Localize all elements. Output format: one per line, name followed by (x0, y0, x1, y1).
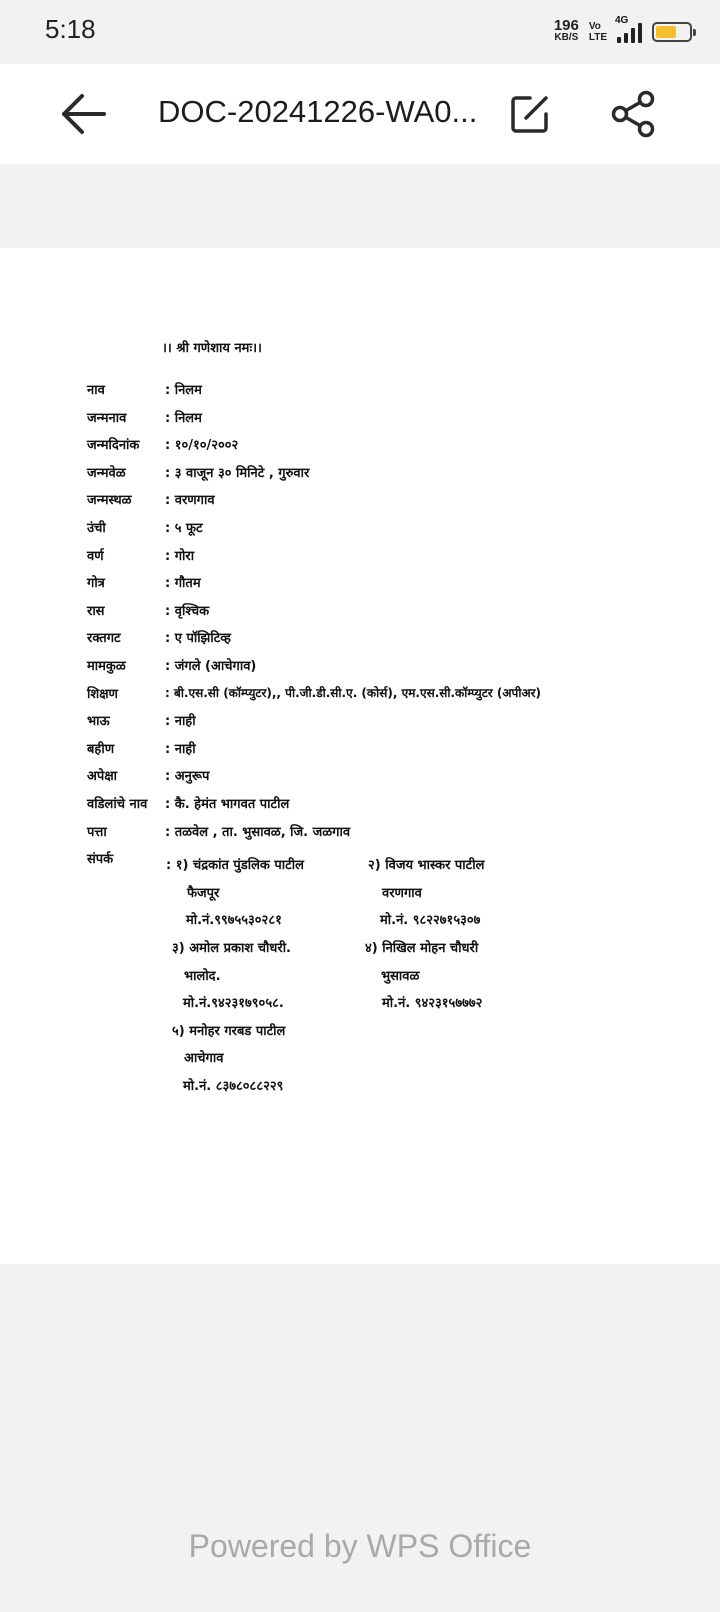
battery-fill (656, 26, 676, 38)
network-type: 4G (615, 15, 629, 26)
row-value: : कै. हेमंत भागवत पाटील (165, 796, 290, 812)
row-label: वडिलांचे नाव (87, 796, 148, 812)
volte-top: Vo (588, 21, 601, 32)
battery-nub (693, 29, 696, 36)
contact-name: ५) मनोहर गरबड पाटील (172, 1024, 286, 1039)
row-value: : गोरा (165, 548, 195, 564)
row-value: : तळवेल , ता. भुसावळ, जि. जळगाव (165, 824, 351, 840)
document-toolbar (0, 64, 720, 164)
row-label: जन्मवेळ (87, 465, 126, 481)
row-value: : नाही (165, 741, 196, 757)
row-value: : ३ वाजून ३० मिनिटे , गुरुवार (165, 465, 310, 481)
row-label: संपर्क (87, 852, 114, 868)
contact-name: ४) निखिल मोहन चौधरी (365, 941, 479, 956)
share-button[interactable] (610, 90, 656, 138)
edit-button[interactable] (508, 92, 552, 136)
contact-place: फैजपूर (187, 886, 220, 901)
back-button[interactable] (58, 92, 108, 136)
row-label: भाऊ (87, 714, 110, 730)
signal-bar (638, 23, 642, 43)
edit-icon (508, 92, 552, 136)
row-value: : ५ फूट (165, 520, 203, 536)
contact-phone: मो.नं. ९८२२७१५३०७ (380, 913, 481, 928)
contact-phone: मो.नं. ९४२३१५७७७२ (382, 996, 483, 1011)
contact-place: भालोद. (184, 969, 221, 984)
row-value: : निलम (165, 410, 202, 426)
row-label: मामकुळ (87, 658, 126, 674)
network-speed (553, 17, 579, 44)
row-value: : निलम (165, 383, 202, 398)
row-label: जन्मस्थळ (87, 493, 132, 509)
row-label: जन्मदिनांक (87, 438, 140, 454)
row-label: शिक्षण (87, 686, 118, 702)
contact-phone: मो.नं. ८३७८०८८२२९ (183, 1079, 284, 1094)
powered-by-label: Powered by WPS Office (188, 1528, 532, 1564)
network-speed-unit: KB/S (554, 32, 579, 43)
contact-phone: मो.नं.९४२३१७९०५८. (183, 996, 284, 1011)
row-value: : वरणगाव (165, 493, 215, 509)
status-time: 5:18 (45, 14, 96, 44)
contact-place: आचेगाव (184, 1051, 224, 1066)
signal-bar (631, 28, 635, 43)
arrow-left-icon (58, 92, 108, 136)
document-title: DOC-20241226-WA0... (158, 94, 478, 129)
share-icon (610, 90, 656, 138)
contact-place: वरणगाव (382, 886, 422, 901)
row-value: : जंगले (आचेगाव) (165, 658, 257, 674)
volte-icon (589, 21, 607, 43)
status-bar (0, 0, 720, 64)
row-label: पत्ता (87, 824, 107, 840)
row-value: : वृश्चिक (165, 603, 210, 619)
row-label: जन्मनाव (87, 410, 127, 426)
volte-bottom: LTE (588, 32, 607, 43)
invocation-heading: ।। श्री गणेशाय नमः।। (162, 341, 262, 356)
row-label: रक्तगट (87, 631, 121, 647)
row-value: : बी.एस.सी (कॉम्प्युटर),, पी.जी.डी.सी.ए. (कोर्स), एम.एस.सी.कॉम्प्युटर (अपीअर) (165, 685, 542, 700)
contact-place: भुसावळ (381, 969, 420, 984)
row-value: : अनुरूप (165, 769, 210, 785)
row-label: बहीण (87, 741, 115, 757)
contact-name: २) विजय भास्कर पाटील (368, 858, 485, 873)
row-label: उंची (87, 520, 106, 536)
row-label: वर्ण (87, 548, 104, 564)
row-value: : १०/१०/२००२ (165, 438, 239, 454)
signal-bar (624, 33, 628, 43)
document-page[interactable] (0, 248, 720, 1264)
signal-bar (617, 37, 621, 43)
row-label: रास (87, 603, 105, 619)
signal-icon (615, 15, 642, 43)
network-speed-value: 196 (553, 17, 579, 34)
contact-name: ३) अमोल प्रकाश चौधरी. (172, 941, 291, 956)
row-value: : गौतम (165, 576, 201, 592)
status-icons (554, 16, 692, 48)
row-value: : नाही (165, 714, 196, 730)
contact-phone: मो.नं.९९७५५३०२८१ (186, 913, 282, 928)
row-value: : ए पॉझिटिव्ह (165, 631, 231, 647)
battery-icon (652, 22, 692, 42)
row-label: अपेक्षा (87, 769, 118, 785)
row-label: नाव (87, 383, 105, 398)
row-label: गोत्र (87, 576, 105, 592)
contact-name: : १) चंद्रकांत पुंडलिक पाटील (166, 858, 304, 873)
